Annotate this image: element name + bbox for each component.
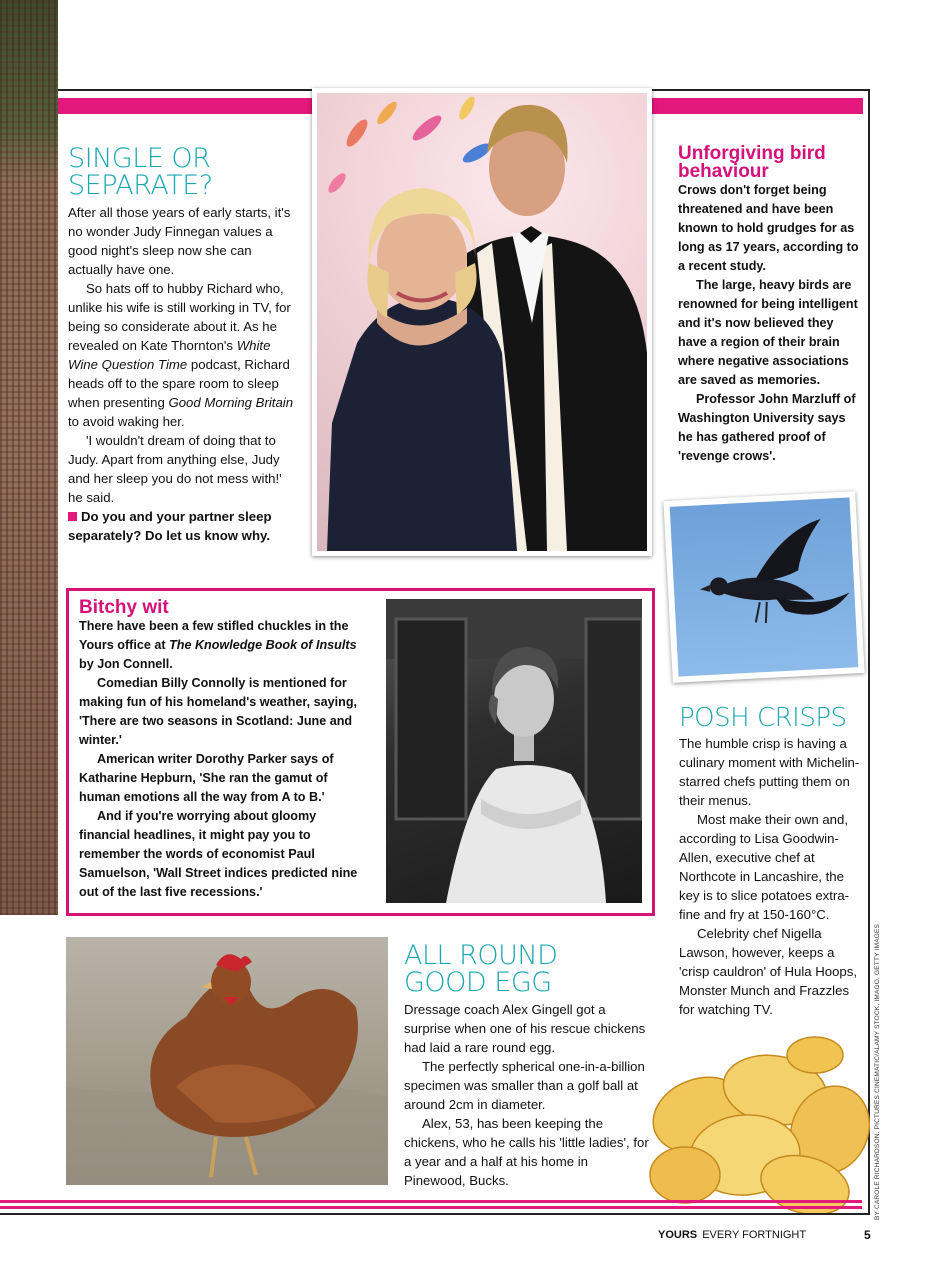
egg-headline [404, 942, 652, 996]
jacket-photo-edge [0, 0, 58, 915]
crows-paragraph: The large, heavy birds are renowned for being intelligent and it's now believed they have a region of their brain where negative associations are saved as memories. [678, 278, 858, 387]
single-paragraph: 'I wouldn't dream of doing that to Judy. Apart from anything else, Judy and her sleep you do not mess with!' he said. [68, 433, 282, 505]
crows-headline-line1: Unforgiving bird [678, 143, 826, 164]
book-title: The Knowledge Book of Insults [169, 638, 357, 652]
couple-illustration [317, 93, 647, 551]
hepburn-illustration [386, 599, 642, 903]
crow-photo [663, 491, 864, 683]
crisps-paragraph: The humble crisp is having a culinary moment with Michelin-starred chefs putting them on their menus. [679, 736, 860, 808]
bitchy-body [79, 617, 369, 902]
hepburn-photo [386, 599, 642, 903]
bitchy-paragraph: Comedian Billy Connolly is mentioned for making fun of his homeland's weather, saying, 'There are two seasons in Scotland: June and winter.' [79, 676, 358, 747]
egg-paragraph: Dressage coach Alex Gingell got a surprise when one of his rescue chickens had laid a rare round egg. [404, 1002, 646, 1055]
egg-body [404, 1000, 652, 1190]
couple-photo [312, 88, 652, 556]
hen-illustration [66, 937, 388, 1185]
bitchy-article [79, 599, 369, 902]
crisps-headline: POSH CRISPS [679, 703, 847, 733]
crows-article [678, 145, 862, 466]
single-text: to avoid waking her. [68, 414, 185, 429]
single-headline [68, 145, 294, 199]
photo-credit-text: BY CAROLE RICHARDSON. PICTURES CINEMATIC/ALAMY STOCK, IMAGO, GETTY IMAGES [874, 923, 881, 1220]
footer-pink-rule-1 [0, 1200, 862, 1203]
crisps-paragraph: Most make their own and, according to Lisa Goodwin-Allen, executive chef at Northcote in Lancashire, the key is to slice potatoes extra-fine and fry at 150-160°C. [679, 812, 850, 922]
footer-black-rule [0, 1213, 870, 1215]
crisps-article [679, 705, 865, 1019]
footer-tagline: EVERY FORTNIGHT [702, 1229, 807, 1241]
hen-photo [66, 937, 388, 1185]
bitchy-paragraph [79, 617, 369, 674]
crows-headline-line2: behaviour [678, 161, 769, 182]
bitchy-paragraph: And if you're worrying about gloomy financial headlines, it might pay you to remember the words of economist Paul Samuelson, 'Wall Street indices predicted nine out of the last five recessions.' [79, 809, 358, 899]
egg-headline-line1: ALL ROUND [404, 940, 558, 971]
crisps-illustration [645, 1035, 870, 1215]
egg-article [404, 942, 652, 1190]
crow-illustration [670, 497, 859, 676]
crows-paragraph: Professor John Marzluff of Washington University says he has gathered proof of 'revenge crows'. [678, 392, 856, 463]
single-text: So hats off to hubby Richard who, unlike his wife is still working in TV, for being so considerate about it. As he revealed on Kate Thornton's [68, 281, 291, 353]
bitchy-text: by Jon Connell. [79, 657, 173, 671]
egg-paragraph: Alex, 53, has been keeping the chickens, who he calls his 'little ladies', for a year and a half at his home in Pinewood, Bucks. [404, 1116, 649, 1188]
single-text: podcast, Richard heads off to the spare room to sleep when presenting [68, 357, 290, 410]
single-cta [68, 507, 294, 545]
single-headline-line2: SEPARATE? [68, 170, 213, 201]
single-cta-text: Do you and your partner sleep separately? Do let us know why. [68, 509, 272, 543]
single-article [68, 145, 294, 545]
footer-brand-line [658, 1229, 806, 1241]
single-headline-line1: SINGLE OR [68, 143, 211, 174]
egg-headline-line2: GOOD EGG [404, 967, 552, 998]
bitchy-headline: Bitchy wit [79, 597, 169, 618]
page-number: 5 [864, 1228, 871, 1242]
footer-brand: YOURS [658, 1229, 698, 1241]
egg-paragraph: The perfectly spherical one-in-a-billion specimen was smaller than a golf ball at around 2cm in diameter. [404, 1059, 645, 1112]
crows-paragraph: Crows don't forget being threatened and have been known to hold grudges for as long as 17 years, according to a recent study. [678, 183, 859, 273]
single-body [68, 203, 294, 545]
single-paragraph [68, 279, 294, 431]
pink-square-bullet [68, 512, 77, 521]
bitchy-text: There have been a few stifled chuckles in the [79, 619, 349, 633]
crisps-photo [645, 1035, 870, 1215]
crisps-paragraph: Celebrity chef Nigella Lawson, however, keeps a 'crisp cauldron' of Hula Hoops, Monster Munch and Frazzles for watching TV. [679, 926, 858, 1017]
footer-pink-rule-2 [0, 1206, 862, 1209]
yours-brand-inline: Yours [79, 638, 114, 652]
photo-credit [868, 923, 888, 1220]
show-title: Good Morning Britain [168, 395, 294, 410]
crows-body [678, 181, 862, 466]
crisps-body [679, 734, 865, 1019]
bitchy-text: office at [113, 638, 170, 652]
podcast-title: White Wine Question Time [68, 338, 271, 372]
crows-headline [678, 145, 862, 181]
bitchy-paragraph: American writer Dorothy Parker says of Katharine Hepburn, 'She ran the gamut of human emotions all the way from A to B.' [79, 752, 334, 804]
single-paragraph: After all those years of early starts, it's no wonder Judy Finnegan values a good night's sleep now she can actually have one. [68, 205, 291, 277]
